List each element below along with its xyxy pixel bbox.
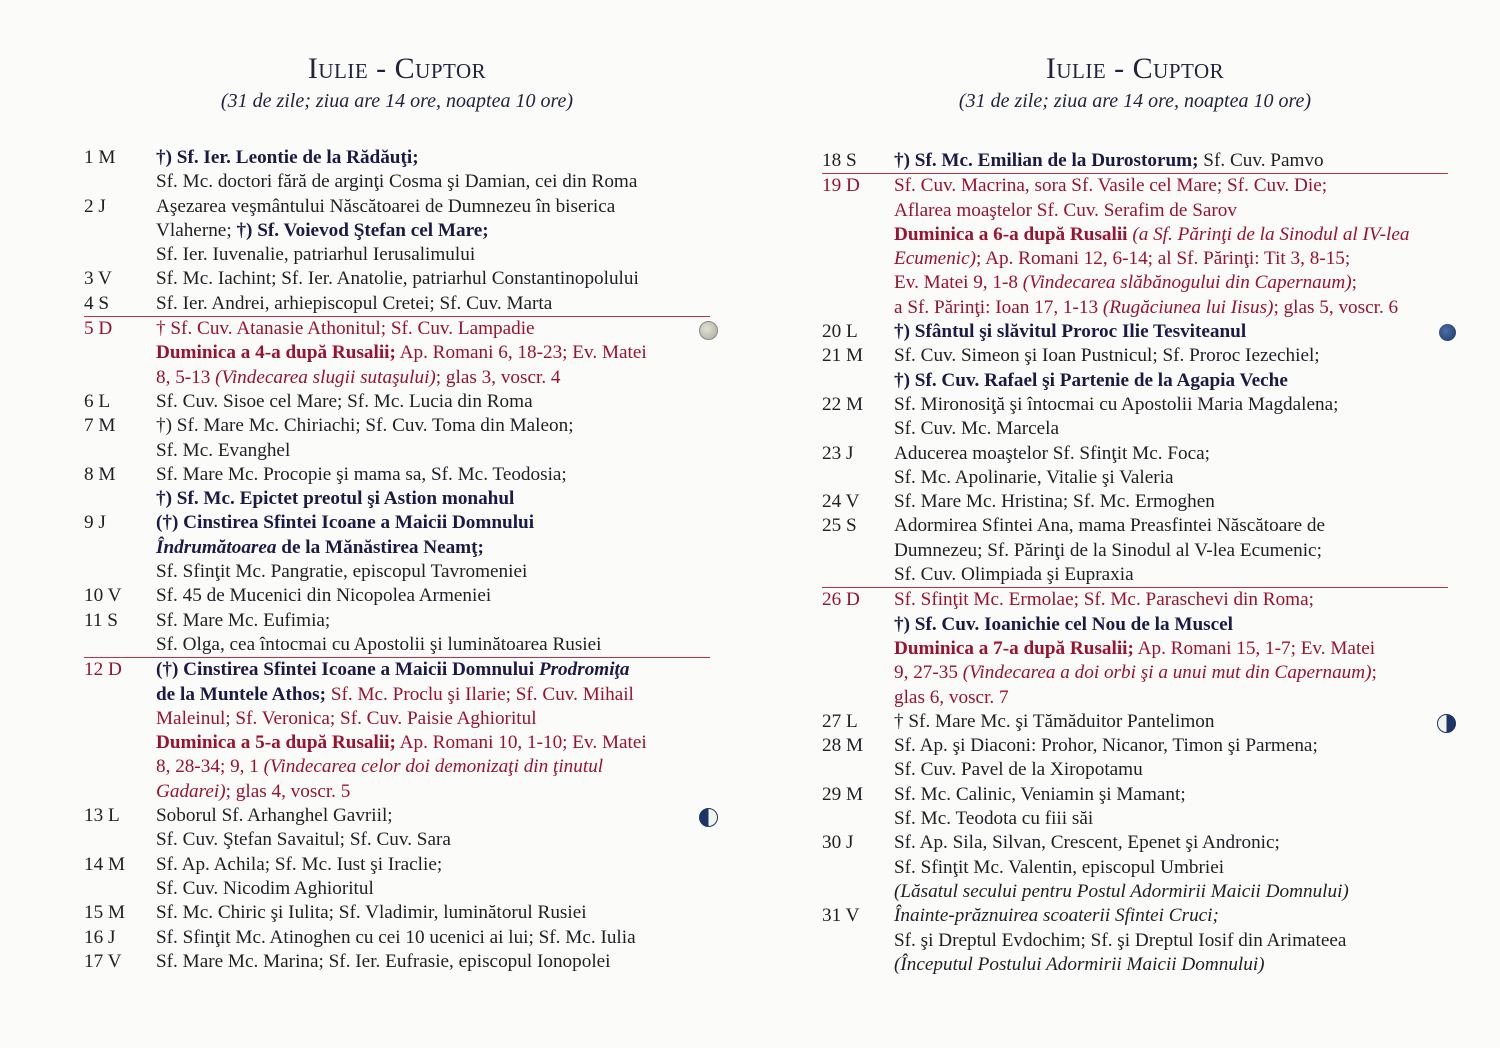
text-segment: Vlaherne; [156,219,237,241]
day-label: 24 V [822,491,860,513]
text-segment: Gadarei) [156,780,226,802]
text-segment: a Sf. Părinţi: Ioan 17, 1-13 [894,296,1103,318]
feast-line [894,393,1444,417]
text-segment: † Sf. Mare Mc. şi Tămăduitor Pantelimon [894,710,1215,732]
feast-text [894,588,1448,709]
feast-line [156,487,706,511]
text-segment: de la Mănăstirea Neamţ; [276,536,484,558]
day-label: 7 M [84,415,116,437]
text-segment: Dumnezeu; Sf. Părinţi de la Sinodul al V-lea Ecumenic; [894,539,1322,561]
day-label: 20 L [822,321,858,343]
feast-text [894,514,1448,587]
text-segment: Sf. Sfinţit Mc. Pangratie, episcopul Tavromeniei [156,561,528,583]
month-subtitle: (31 de zile; ziua are 14 ore, noaptea 10 ore) [220,90,574,112]
day-label: 5 D [84,318,113,340]
text-segment: Ap. Romani 10, 1-10; Ev. Matei [395,732,647,754]
feast-line [156,926,706,950]
day-entry [84,146,710,195]
text-segment: (Vindecarea celor doi demonizaţi din ţinutul [263,756,604,778]
text-segment: Sf. Sfinţit Mc. Valentin, episcopul Umbriei [894,856,1225,878]
day-entry [822,904,1448,977]
day-label: 25 S [822,515,857,537]
full-moon-icon [699,321,718,340]
text-segment: 8, 28-34; 9, 1 [156,756,264,778]
text-segment: Sf. Ap. Achila; Sf. Mc. Iust şi Iraclie; [156,853,443,875]
feast-line [894,588,1444,612]
day-label: 27 L [822,710,858,732]
feast-line [894,953,1444,977]
feast-line [894,783,1444,807]
feast-line [894,686,1444,710]
text-segment: Îndrumătoarea [156,536,277,558]
first-quarter-moon-icon [699,808,718,827]
day-entry [822,514,1448,587]
entry-list [84,146,710,974]
feast-line [156,560,706,584]
text-segment: ; [1371,662,1377,684]
right-page [822,0,1448,1048]
text-segment: Maleinul; Sf. Veronica; Sf. Cuv. Paisie Aghioritul [156,707,537,729]
text-segment: Sf. Mironosiţă şi întocmai cu Apostolii Maria Magdalena; [894,393,1339,415]
feast-text [894,904,1448,977]
day-label: 18 S [822,150,857,171]
text-segment: Duminica a 5-a după Rusalii; [156,732,396,754]
feast-line [894,904,1444,928]
text-segment: Sf. Mc. Evanghel [156,439,291,461]
text-segment: Sf. Cuv. Macrina, sora Sf. Vasile cel Mare; Sf. Cuv. Die; [894,175,1328,197]
feast-line [156,853,706,877]
day-label: 2 J [84,195,106,217]
day-entry [84,267,710,291]
text-segment: †) Sf. Ier. Leontie de la Rădăuţi; [156,147,419,168]
text-segment: Sf. Mc. doctori fără de arginţi Cosma şi Damian, cei din Roma [156,171,638,193]
text-segment: Ecumenic) [894,248,977,270]
day-entry [84,292,710,316]
day-label: 9 J [84,512,106,534]
text-segment: Sf. Ap. şi Diaconi: Prohor, Nicanor, Timon şi Parmena; [894,735,1318,757]
text-segment: Sf. Mc. Teodota cu fiii săi [894,808,1094,830]
text-segment: Duminica a 4-a după Rusalii; [156,342,396,364]
day-label: 16 J [84,926,116,948]
feast-line [894,466,1444,490]
text-segment: Sf. Mare Mc. Procopie şi mama sa, Sf. Mc. Teodosia; [156,463,567,485]
text-segment: ; [1351,272,1357,294]
text-segment: Duminica a 6-a după Rusalii [894,223,1128,245]
feast-text [894,344,1448,393]
day-entry [84,390,710,414]
text-segment: Ap. Romani 15, 1-7; Ev. Matei [1133,637,1376,659]
text-segment: Sf. Cuv. Olimpiada şi Eupraxia [894,564,1134,586]
feast-line [894,344,1444,368]
feast-line [894,758,1444,782]
feast-text [894,393,1448,442]
feast-line [894,807,1444,831]
text-segment: Aşezarea veşmântului Născătoarei de Dumnezeu în biserica [156,195,616,217]
day-label: 15 M [84,902,126,924]
feast-text [894,149,1448,173]
feast-line [156,950,706,974]
day-label: 22 M [822,393,864,415]
text-segment: Sf. Olga, cea întocmai cu Apostolii şi luminătoarea Rusiei [156,633,602,655]
feast-text [156,804,710,853]
day-label: 6 L [84,390,111,412]
feast-line [156,195,706,219]
feast-line [156,146,706,170]
text-segment: glas 6, voscr. 7 [894,686,1009,708]
text-segment: †) Sf. Cuv. Ioanichie cel Nou de la Muscel [894,613,1233,635]
day-label: 26 D [822,589,860,611]
last-quarter-moon-icon [1437,714,1456,733]
day-entry [84,584,710,608]
day-entry [84,609,710,658]
text-segment: Sf. şi Dreptul Evdochim; Sf. şi Dreptul Iosif din Arimateea [894,929,1347,951]
feast-line [894,880,1444,904]
text-segment: (Începutul Postului Adormirii Maicii Domnului) [894,953,1265,975]
feast-text [156,195,710,268]
day-entry [84,926,710,950]
feast-text [156,463,710,512]
day-label: 17 V [84,950,122,972]
feast-line [894,417,1444,441]
left-page [84,0,710,1048]
feast-text [894,490,1448,514]
feast-text [156,292,710,316]
text-segment: Duminica a 7-a după Rusalii; [894,637,1134,659]
feast-line [156,877,706,901]
feast-line [894,223,1444,247]
feast-line [894,661,1444,685]
feast-text [156,584,710,608]
feast-line [156,341,706,365]
text-segment: Sf. Mc. Iachint; Sf. Ier. Anatolie, patriarhul Constantinopolului [156,268,639,290]
day-entry [822,320,1448,344]
text-segment: Sf. 45 de Mucenici din Nicopolea Armeniei [156,585,492,607]
day-entry [822,734,1448,783]
sunday-entry [84,316,710,390]
feast-line [156,731,706,755]
feast-line [156,609,706,633]
day-label: 4 S [84,292,110,314]
feast-line [894,247,1444,271]
text-segment: (†) Cinstirea Sfintei Icoane a Maicii Domnului [156,659,539,681]
feast-line [156,366,706,390]
feast-line [156,317,706,341]
day-entry [84,414,710,463]
day-entry [84,511,710,584]
text-segment: †) Sfântul şi slăvitul Proroc Ilie Tesviteanul [894,321,1247,343]
feast-line [894,856,1444,880]
text-segment: Sf. Mc. Calinic, Veniamin şi Mamant; [894,783,1186,805]
day-label: 29 M [822,783,864,805]
text-segment: de la Muntele Athos; [156,683,327,705]
day-entry [822,710,1448,734]
day-entry [84,901,710,925]
month-subtitle: (31 de zile; ziua are 14 ore, noaptea 10 ore) [958,90,1312,112]
day-label: 31 V [822,905,860,927]
feast-line [894,637,1444,661]
text-segment: Sf. Mc. Chiric şi Iulita; Sf. Vladimir, luminătorul Rusiei [156,902,587,924]
text-segment: †) Sf. Cuv. Rafael şi Partenie de la Agapia Veche [894,369,1288,391]
feast-text [156,926,710,950]
text-segment: Sf. Cuv. Nicodim Aghioritul [156,877,374,899]
text-segment: (Lăsatul secului pentru Postul Adormirii Maicii Domnului) [894,880,1349,902]
text-segment: † Sf. Cuv. Atanasie Athonitul; Sf. Cuv. Lampadie [156,318,535,340]
feast-text [156,267,710,291]
text-segment: (Vindecarea a doi orbi şi a unui mut din Capernaum) [962,662,1372,684]
feast-line [894,613,1444,637]
feast-text [156,511,710,584]
sunday-entry [84,657,710,804]
day-entry [822,393,1448,442]
entry-list [822,149,1448,977]
text-segment: Sf. Cuv. Pavel de la Xiropotamu [894,759,1143,781]
feast-text [894,320,1448,344]
day-label: 11 S [84,609,118,631]
feast-text [894,442,1448,491]
text-segment: (†) Cinstirea Sfintei Icoane a Maicii Domnului [156,512,535,534]
feast-line [156,683,706,707]
feast-text [156,146,710,195]
feast-line [156,755,706,779]
day-label: 8 M [84,463,116,485]
day-entry [84,853,710,902]
text-segment: Sf. Mare Mc. Eufimia; [156,609,331,631]
day-label: 28 M [822,735,864,757]
day-label: 10 V [84,585,122,607]
feast-text [156,950,710,974]
text-segment: ; glas 4, voscr. 5 [225,780,351,802]
text-segment: Sf. Mare Mc. Hristina; Sf. Mc. Ermoghen [894,491,1215,513]
feast-line [156,170,706,194]
text-segment: Sf. Ier. Iuvenalie, patriarhul Ierusalimului [156,244,476,266]
day-entry [822,783,1448,832]
feast-text [156,853,710,902]
feast-line [156,267,706,291]
feast-line [156,584,706,608]
feast-text [894,174,1448,320]
text-segment: (Rugăciunea lui Iisus) [1102,296,1274,318]
text-segment: Sf. Cuv. Mc. Marcela [894,418,1060,440]
feast-text [894,831,1448,904]
feast-line [156,463,706,487]
feast-text [894,734,1448,783]
feast-text [156,390,710,414]
text-segment: 8, 5-13 [156,366,216,388]
sunday-entry [822,587,1448,709]
day-label: 12 D [84,659,122,681]
feast-line [894,734,1444,758]
feast-line [156,439,706,463]
text-segment: Sf. Mare Mc. Marina; Sf. Ier. Eufrasie, episcopul Ionopolei [156,950,611,972]
text-segment: (Vindecarea slugii sutaşului) [215,366,436,388]
day-entry [822,149,1448,173]
feast-line [894,490,1444,514]
day-label: 14 M [84,853,126,875]
feast-line [894,149,1444,173]
day-entry [822,442,1448,491]
new-moon-icon [1439,324,1456,341]
feast-text [894,783,1448,832]
text-segment: Sf. Mc. Proclu şi Ilarie; Sf. Cuv. Mihail [326,683,634,705]
text-segment: †) Sf. Voievod Ştefan cel Mare; [236,219,489,241]
feast-line [156,780,706,804]
text-segment: Soborul Sf. Arhanghel Gavriil; [156,805,393,827]
feast-text [894,710,1448,734]
text-segment: Sf. Cuv. Pamvo [1198,150,1324,171]
day-entry [84,804,710,853]
feast-line [894,296,1444,320]
feast-text [156,901,710,925]
text-segment: (Vindecarea slăbănogului din Capernaum) [1022,272,1352,294]
feast-line [156,707,706,731]
day-label: 19 D [822,175,860,197]
day-label: 1 M [84,147,116,168]
feast-line [156,511,706,535]
sunday-entry [822,173,1448,320]
feast-line [894,271,1444,295]
feast-line [156,243,706,267]
day-label: 23 J [822,442,854,464]
feast-line [156,633,706,657]
feast-line [156,390,706,414]
day-entry [84,463,710,512]
feast-line [156,658,706,682]
feast-text [156,414,710,463]
feast-line [156,828,706,852]
text-segment: Sf. Ier. Andrei, arhiepiscopul Cretei; Sf. Cuv. Marta [156,292,553,314]
feast-line [156,219,706,243]
text-segment: ; Ap. Romani 12, 6-14; al Sf. Părinţi: Tit 3, 8-15; [976,248,1351,270]
month-title: Iulie - Cuptor [307,52,487,85]
feast-text [156,658,710,804]
text-segment: Ev. Matei 9, 1-8 [894,272,1023,294]
text-segment: ; glas 3, voscr. 4 [435,366,561,388]
text-segment: †) Sf. Mc. Emilian de la Durostorum; [894,150,1199,171]
text-segment: †) Sf. Mc. Epictet preotul şi Astion monahul [156,488,515,510]
feast-text [156,609,710,658]
day-entry [84,195,710,268]
text-segment: †) Sf. Mare Mc. Chiriachi; Sf. Cuv. Toma din Maleon; [156,415,574,437]
feast-line [894,320,1444,344]
day-label: 3 V [84,268,112,290]
text-segment: ; glas 5, voscr. 6 [1273,296,1399,318]
text-segment: Sf. Cuv. Sisoe cel Mare; Sf. Mc. Lucia din Roma [156,390,533,412]
feast-line [894,199,1444,223]
day-label: 21 M [822,345,864,367]
day-entry [822,831,1448,904]
text-segment: Sf. Ap. Sila, Silvan, Crescent, Epenet şi Andronic; [894,832,1280,854]
feast-line [894,442,1444,466]
day-label: 13 L [84,805,120,827]
day-entry [822,344,1448,393]
feast-line [156,901,706,925]
feast-line [156,292,706,316]
text-segment: Prodromiţa [538,659,630,681]
day-entry [822,490,1448,514]
feast-text [156,317,710,390]
text-segment: Ap. Romani 6, 18-23; Ev. Matei [395,342,647,364]
text-segment: Sf. Mc. Apolinarie, Vitalie şi Valeria [894,466,1174,488]
day-label: 30 J [822,832,854,854]
text-segment: (a Sf. Părinţi de la Sinodul al IV-lea [1127,223,1410,245]
feast-line [894,710,1444,734]
text-segment: Sf. Sfinţit Mc. Atinoghen cu cei 10 ucenici ai lui; Sf. Mc. Iulia [156,926,636,948]
text-segment: Sf. Cuv. Simeon şi Ioan Pustnicul; Sf. Proroc Iezechiel; [894,345,1320,367]
text-segment: Sf. Cuv. Ştefan Savaitul; Sf. Cuv. Sara [156,829,451,851]
text-segment: Sf. Sfinţit Mc. Ermolae; Sf. Mc. Paraschevi din Roma; [894,589,1314,611]
text-segment: Aducerea moaştelor Sf. Sfinţit Mc. Foca; [894,442,1210,464]
feast-line [894,514,1444,538]
text-segment: Înainte-prăznuirea scoaterii Sfintei Cruci; [894,905,1219,927]
feast-line [894,369,1444,393]
feast-line [156,536,706,560]
feast-line [156,804,706,828]
day-entry [84,950,710,974]
text-segment: Aflarea moaştelor Sf. Cuv. Serafim de Sarov [894,199,1237,221]
month-title: Iulie - Cuptor [1045,52,1225,85]
text-segment: Adormirea Sfintei Ana, mama Preasfintei Născătoare de [894,515,1326,537]
feast-line [894,563,1444,587]
feast-line [156,414,706,438]
text-segment: 9, 27-35 [894,662,963,684]
feast-line [894,929,1444,953]
feast-line [894,174,1444,198]
feast-line [894,539,1444,563]
feast-line [894,831,1444,855]
